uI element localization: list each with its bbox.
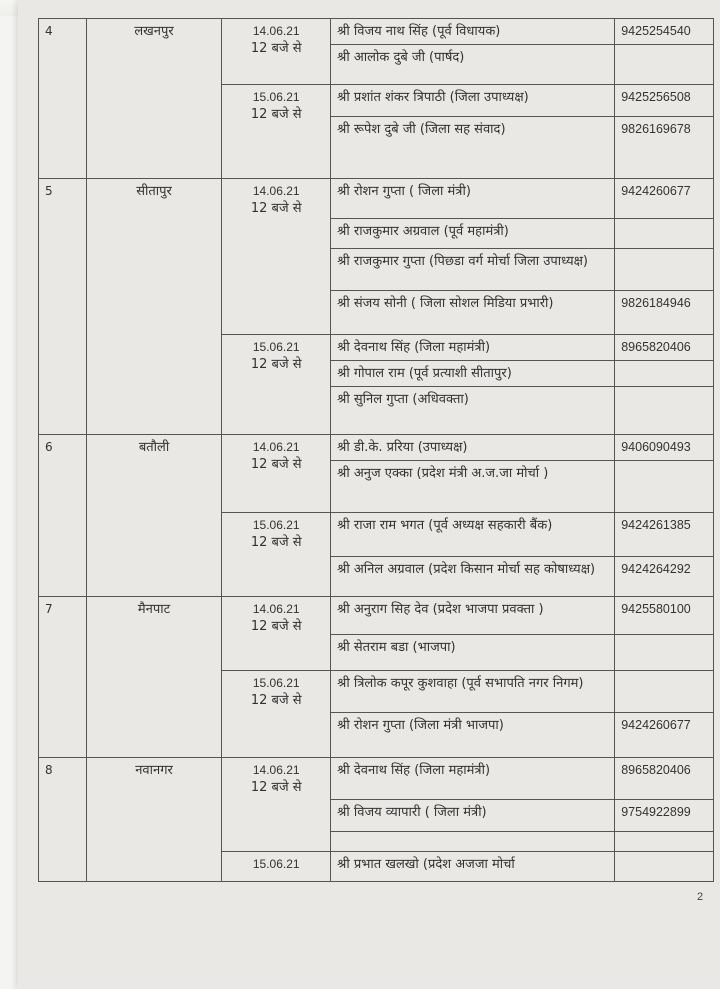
date: 15.06.21 [252,676,300,690]
serial-number: 4 [39,19,87,179]
phone-number [615,219,714,249]
person-name: श्री राजा राम भगत (पूर्व अध्यक्ष सहकारी बैंक) [331,513,615,557]
phone-number: 9424264292 [615,557,714,597]
time: 12 बजे से [250,107,302,122]
serial-number: 6 [39,435,87,597]
phone-number [615,461,714,513]
date: 14.06.21 [252,440,300,454]
time: 12 बजे से [250,41,302,56]
date-cell [222,335,331,435]
date: 14.06.21 [252,763,300,777]
person-name: श्री प्रभात खलखो (प्रदेश अजजा मोर्चा [331,852,615,882]
phone-number [615,832,714,852]
phone-number: 9754922899 [615,800,714,832]
phone-number [615,635,714,671]
block-name: नवानगर [86,758,221,882]
date: 15.06.21 [252,340,300,354]
block-name: मैनपाट [86,597,221,758]
person-name: श्री देवनाथ सिंह (जिला महामंत्री) [331,335,615,361]
person-name: श्री डी.के. प्ररिया (उपाध्यक्ष) [331,435,615,461]
date: 14.06.21 [252,602,300,616]
phone-number: 9424260677 [615,713,714,758]
date-cell [222,19,331,85]
person-name: श्री अनुराग सिह देव (प्रदेश भाजपा प्रवक्ता ) [331,597,615,635]
date-cell [222,85,331,179]
person-name: श्री सुनिल गुप्ता (अधिवक्ता) [331,387,615,435]
time: 12 बजे से [250,780,302,795]
phone-number [615,45,714,85]
date: 15.06.21 [252,857,300,871]
phone-number: 9425256508 [615,85,714,117]
time: 12 बजे से [250,535,302,550]
person-name: श्री रोशन गुप्ता (जिला मंत्री भाजपा) [331,713,615,758]
person-name: श्री त्रिलोक कपूर कुशवाहा (पूर्व सभापति नगर निगम) [331,671,615,713]
date: 15.06.21 [252,90,300,104]
page-number: 2 [697,891,704,903]
serial-number: 7 [39,597,87,758]
phone-number: 9826184946 [615,291,714,335]
date-cell [222,671,331,758]
date-cell [222,435,331,513]
person-name: श्री रोशन गुप्ता ( जिला मंत्री) [331,179,615,219]
date: 14.06.21 [252,24,300,38]
time: 12 बजे से [250,457,302,472]
date: 15.06.21 [252,518,300,532]
phone-number: 8965820406 [615,758,714,800]
phone-number: 9425580100 [615,597,714,635]
date-cell [222,852,331,882]
phone-number: 9425254540 [615,19,714,45]
time: 12 बजे से [250,201,302,216]
date-cell [222,758,331,852]
phone-number: 8965820406 [615,335,714,361]
phone-number: 9826169678 [615,117,714,179]
person-name: श्री सेतराम बडा (भाजपा) [331,635,615,671]
person-name: श्री प्रशांत शंकर त्रिपाठी (जिला उपाध्यक्ष) [331,85,615,117]
table-row [39,758,714,800]
date-cell [222,597,331,671]
schedule-table [38,18,714,882]
table-row [39,597,714,635]
time: 12 बजे से [250,693,302,708]
person-name: श्री राजकुमार अग्रवाल (पूर्व महामंत्री) [331,219,615,249]
person-name: श्री विजय नाथ सिंह (पूर्व विधायक) [331,19,615,45]
document-page [18,0,720,989]
table-row [39,19,714,45]
phone-number [615,387,714,435]
phone-number [615,852,714,882]
serial-number: 5 [39,179,87,435]
table-row [39,435,714,461]
serial-number: 8 [39,758,87,882]
date-cell [222,179,331,335]
person-name: श्री गोपाल राम (पूर्व प्रत्याशी सीतापुर) [331,361,615,387]
time: 12 बजे से [250,619,302,634]
person-name: श्री आलोक दुबे जी (पार्षद) [331,45,615,85]
block-name: सीतापुर [86,179,221,435]
table-row [39,179,714,219]
person-name: श्री अनिल अग्रवाल (प्रदेश किसान मोर्चा सह कोषाध्यक्ष) [331,557,615,597]
person-name: श्री राजकुमार गुप्ता (पिछडा वर्ग मोर्चा जिला उपाध्यक्ष) [331,249,615,291]
block-name: बतौली [86,435,221,597]
person-name: श्री संजय सोनी ( जिला सोशल मिडिया प्रभारी) [331,291,615,335]
phone-number: 9424260677 [615,179,714,219]
time: 12 बजे से [250,357,302,372]
person-name [331,832,615,852]
person-name: श्री रूपेश दुबे जी (जिला सह संवाद) [331,117,615,179]
block-name: लखनपुर [86,19,221,179]
phone-number: 9424261385 [615,513,714,557]
date-cell [222,513,331,597]
phone-number [615,671,714,713]
phone-number [615,249,714,291]
date: 14.06.21 [252,184,300,198]
person-name: श्री विजय व्यापारी ( जिला मंत्री) [331,800,615,832]
person-name: श्री देवनाथ सिंह (जिला महामंत्री) [331,758,615,800]
person-name: श्री अनुज एक्का (प्रदेश मंत्री अ.ज.जा मोर्चा ) [331,461,615,513]
phone-number [615,361,714,387]
phone-number: 9406090493 [615,435,714,461]
